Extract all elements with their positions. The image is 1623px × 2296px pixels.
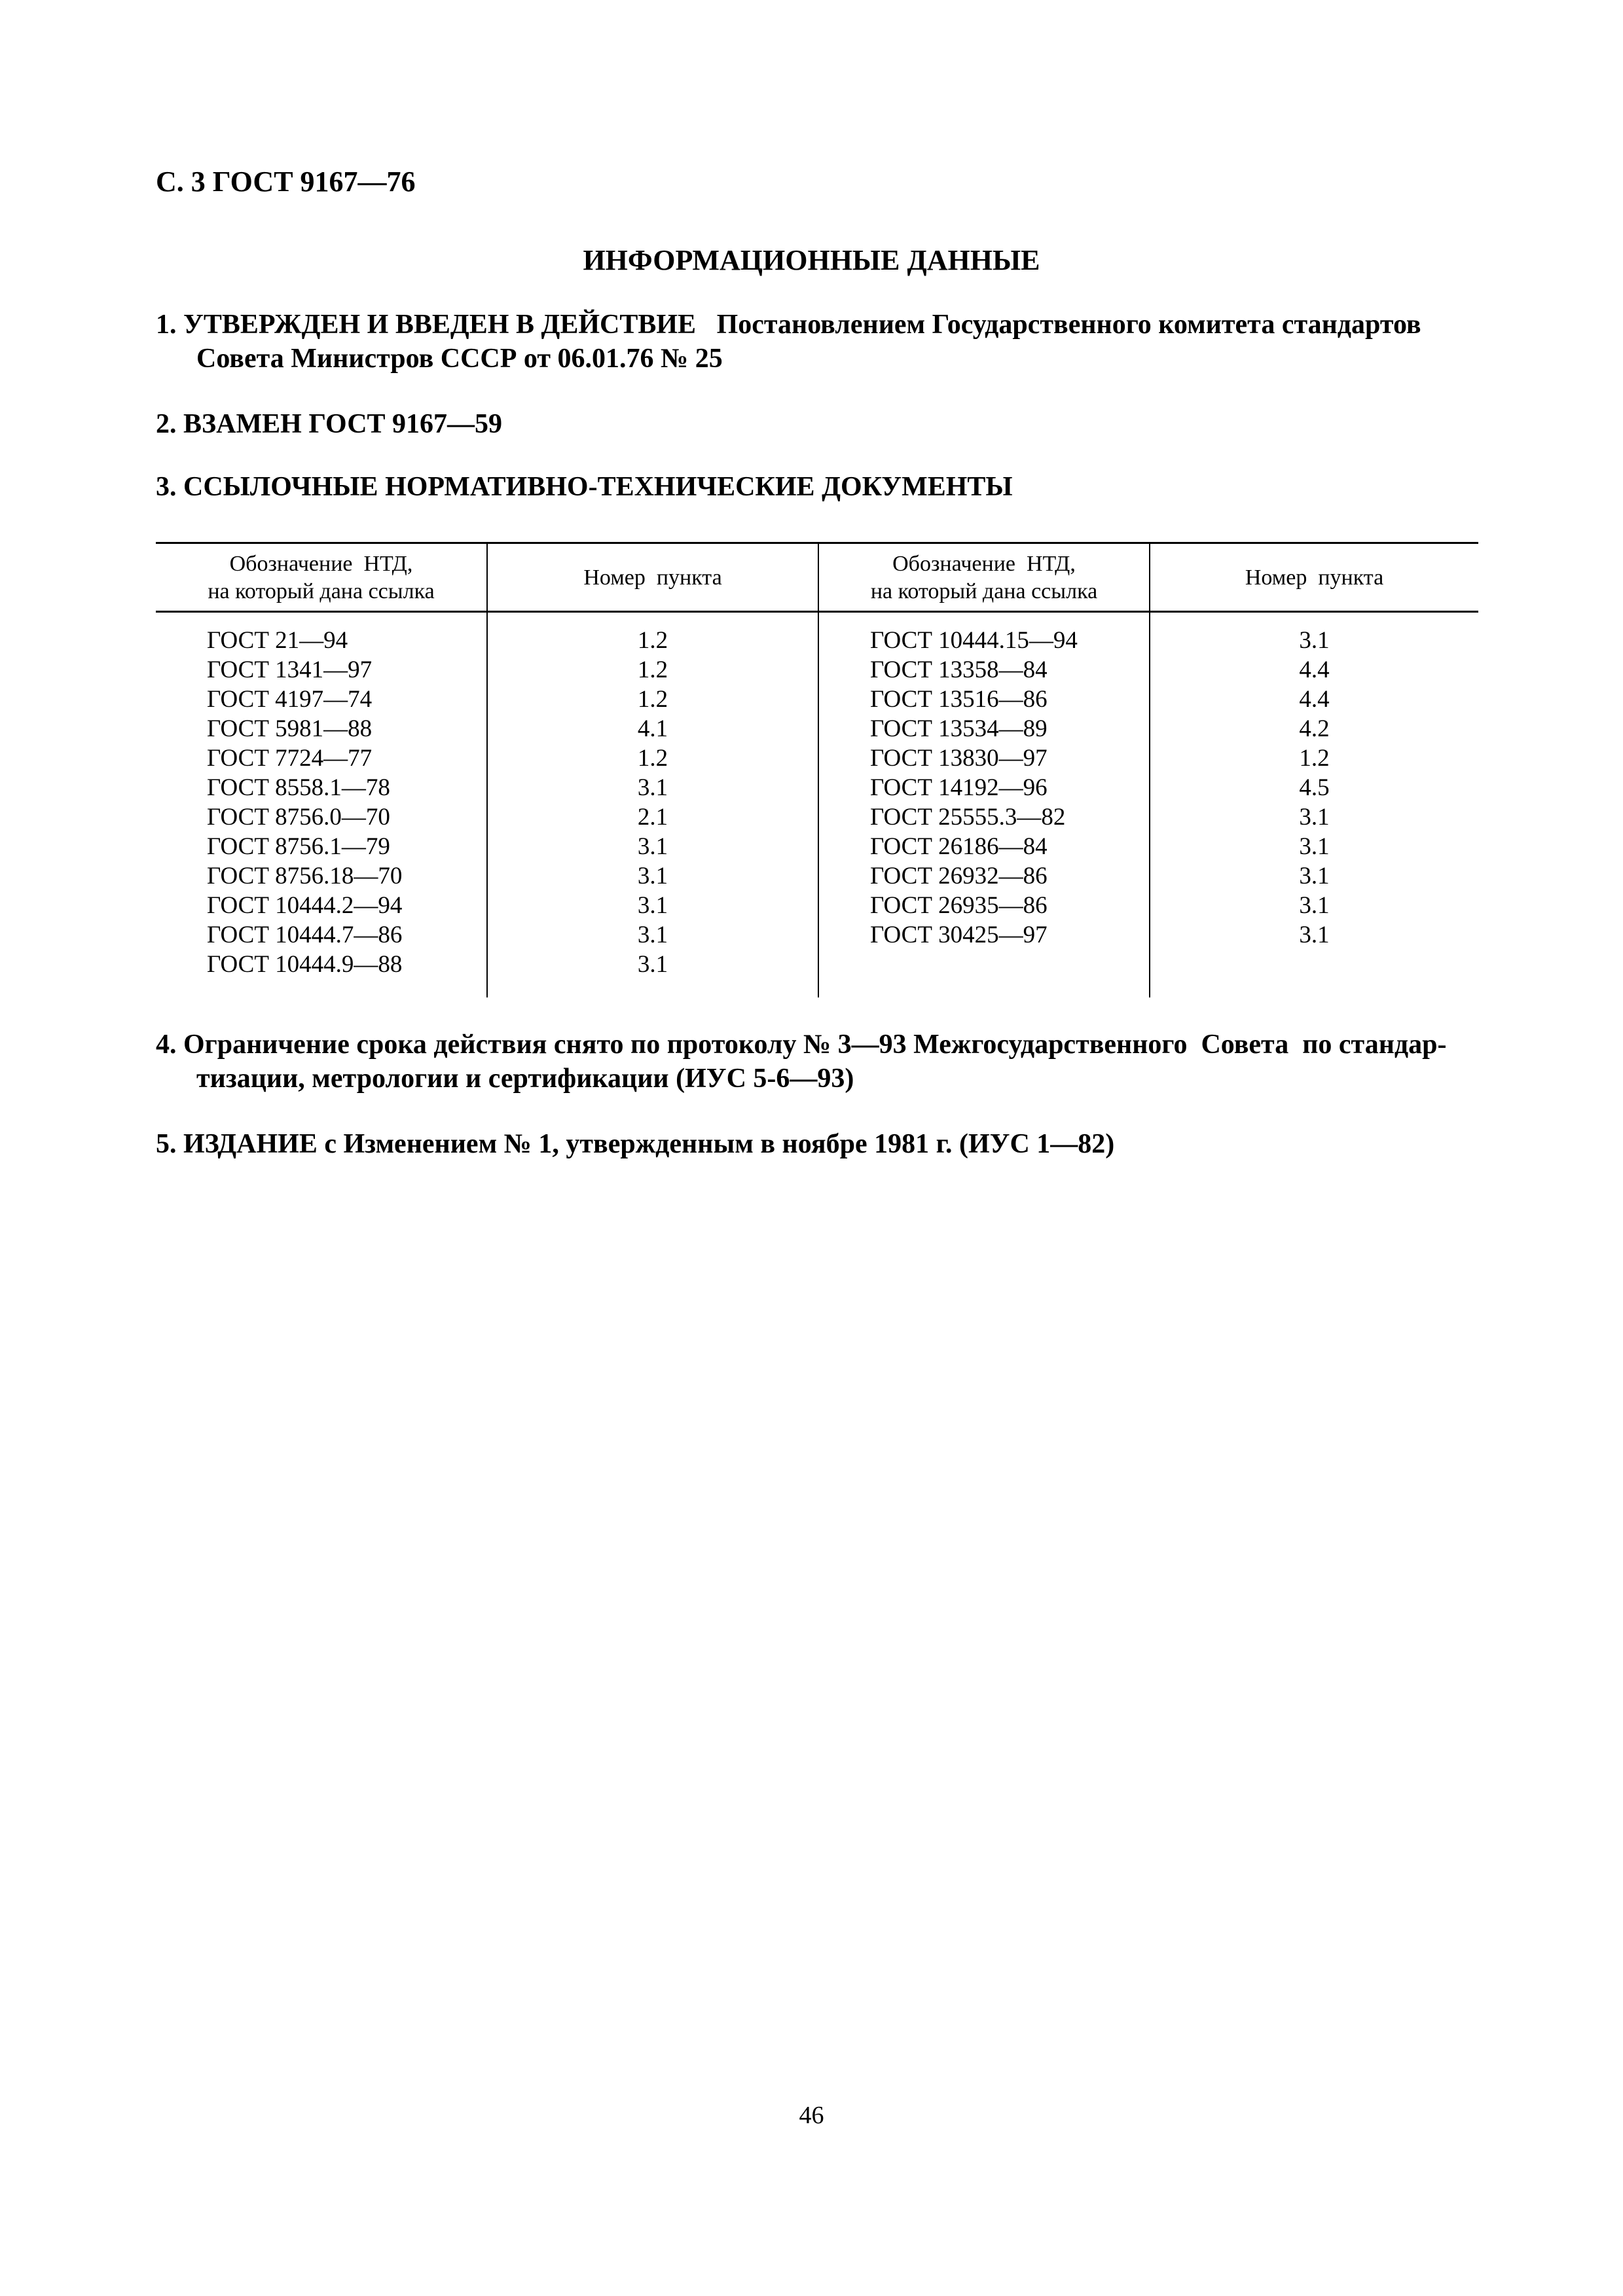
cell-point-right: 4.5 [1299, 774, 1330, 801]
cell-point-right: 3.1 [1299, 833, 1330, 860]
cell-point-right [1150, 950, 1478, 997]
cell-point-right: 3.1 [1299, 892, 1330, 919]
item-edition-line1: 5. ИЗДАНИЕ с Изменением № 1, утвержденным в ноябре 1981 г. (ИУС 1—82) [156, 1129, 1115, 1159]
table-row [156, 744, 1478, 773]
cell-doc-left: ГОСТ 5981—88 [156, 714, 487, 744]
table-row [156, 891, 1478, 920]
header-doc-right-line1: Обозначение НТД, [892, 552, 1076, 576]
item-validity-limit-line1: 4. Ограничение срока действия снято по протоколу № 3—93 Межгосударственного Совета по стандар- [156, 1030, 1447, 1060]
item-approved-line1: 1. УТВЕРЖДЕН И ВВЕДЕН В ДЕЙСТВИЕ Постановлением Государственного комитета стандартов [156, 310, 1421, 340]
cell-doc-right [818, 950, 1150, 997]
reference-table [156, 542, 1478, 997]
header-point-left: Номер пункта [487, 543, 818, 612]
cell-point-right: 3.1 [1299, 922, 1330, 948]
cell-doc-left: ГОСТ 1341—97 [156, 655, 487, 685]
item-reference-docs [156, 470, 1478, 504]
section-title: ИНФОРМАЦИОННЫЕ ДАННЫЕ [583, 244, 1040, 276]
cell-point-left: 3.1 [487, 861, 818, 891]
cell-point-left: 1.2 [487, 685, 818, 714]
item-replaces [156, 407, 1478, 441]
cell-doc-left: ГОСТ 7724—77 [156, 744, 487, 773]
item-reference-docs-line1: 3. ССЫЛОЧНЫЕ НОРМАТИВНО-ТЕХНИЧЕСКИЕ ДОКУМЕНТЫ [156, 472, 1013, 502]
cell-doc-right: ГОСТ 10444.15—94 [818, 612, 1150, 656]
cell-point-right: 4.4 [1299, 656, 1330, 683]
cell-point-left: 1.2 [487, 612, 818, 656]
table-row [156, 685, 1478, 714]
page-header: С. 3 ГОСТ 9167—76 [156, 166, 416, 198]
cell-doc-right: ГОСТ 13830—97 [818, 744, 1150, 773]
item-replaces-line1: 2. ВЗАМЕН ГОСТ 9167—59 [156, 409, 503, 439]
cell-doc-left: ГОСТ 10444.2—94 [156, 891, 487, 920]
cell-doc-left: ГОСТ 10444.9—88 [156, 950, 487, 997]
cell-point-right: 3.1 [1299, 627, 1330, 654]
header-point-right: Номер пункта [1150, 543, 1478, 612]
cell-point-right: 1.2 [1299, 745, 1330, 772]
cell-point-left: 1.2 [487, 744, 818, 773]
item-approved-line2: Совета Министров СССР от 06.01.76 № 25 [196, 344, 723, 374]
cell-point-right: 4.4 [1299, 686, 1330, 713]
cell-point-left: 4.1 [487, 714, 818, 744]
header-doc-left [156, 543, 487, 612]
cell-doc-right: ГОСТ 30425—97 [818, 920, 1150, 950]
cell-point-left: 3.1 [487, 773, 818, 802]
cell-point-right: 3.1 [1299, 863, 1330, 889]
table-row [156, 832, 1478, 861]
cell-point-left: 2.1 [487, 802, 818, 832]
cell-doc-left: ГОСТ 8756.0—70 [156, 802, 487, 832]
cell-point-left: 3.1 [487, 950, 818, 997]
table-row [156, 655, 1478, 685]
item-approved [156, 308, 1478, 376]
cell-doc-right: ГОСТ 25555.3—82 [818, 802, 1150, 832]
table-row [156, 773, 1478, 802]
cell-point-left: 3.1 [487, 920, 818, 950]
cell-doc-right: ГОСТ 26186—84 [818, 832, 1150, 861]
table-row [156, 920, 1478, 950]
cell-doc-left: ГОСТ 10444.7—86 [156, 920, 487, 950]
cell-doc-left: ГОСТ 8558.1—78 [156, 773, 487, 802]
header-doc-left-line2: на который дана ссылка [208, 579, 435, 603]
cell-doc-right: ГОСТ 26932—86 [818, 861, 1150, 891]
cell-point-right: 3.1 [1299, 804, 1330, 831]
table-row [156, 612, 1478, 656]
cell-doc-left: ГОСТ 8756.18—70 [156, 861, 487, 891]
cell-point-left: 1.2 [487, 655, 818, 685]
cell-point-left: 3.1 [487, 891, 818, 920]
cell-doc-right: ГОСТ 26935—86 [818, 891, 1150, 920]
table-body [156, 612, 1478, 998]
cell-doc-right: ГОСТ 13358—84 [818, 655, 1150, 685]
cell-doc-right: ГОСТ 13516—86 [818, 685, 1150, 714]
cell-doc-left: ГОСТ 8756.1—79 [156, 832, 487, 861]
table-row [156, 802, 1478, 832]
cell-doc-right: ГОСТ 13534—89 [818, 714, 1150, 744]
cell-point-right: 4.2 [1299, 715, 1330, 742]
item-validity-limit [156, 1028, 1478, 1096]
item-validity-limit-line2: тизации, метрологии и сертификации (ИУС 5-6—93) [196, 1064, 854, 1094]
table-row [156, 861, 1478, 891]
table-row [156, 950, 1478, 997]
item-edition [156, 1127, 1478, 1161]
table-header-row [156, 543, 1478, 612]
header-doc-left-line1: Обозначение НТД, [229, 552, 413, 576]
cell-doc-left: ГОСТ 4197—74 [156, 685, 487, 714]
page-number: 46 [799, 2102, 824, 2129]
header-doc-right [818, 543, 1150, 612]
cell-point-left: 3.1 [487, 832, 818, 861]
table-row [156, 714, 1478, 744]
header-doc-right-line2: на который дана ссылка [870, 579, 1098, 603]
cell-doc-right: ГОСТ 14192—96 [818, 773, 1150, 802]
cell-doc-left: ГОСТ 21—94 [156, 612, 487, 656]
